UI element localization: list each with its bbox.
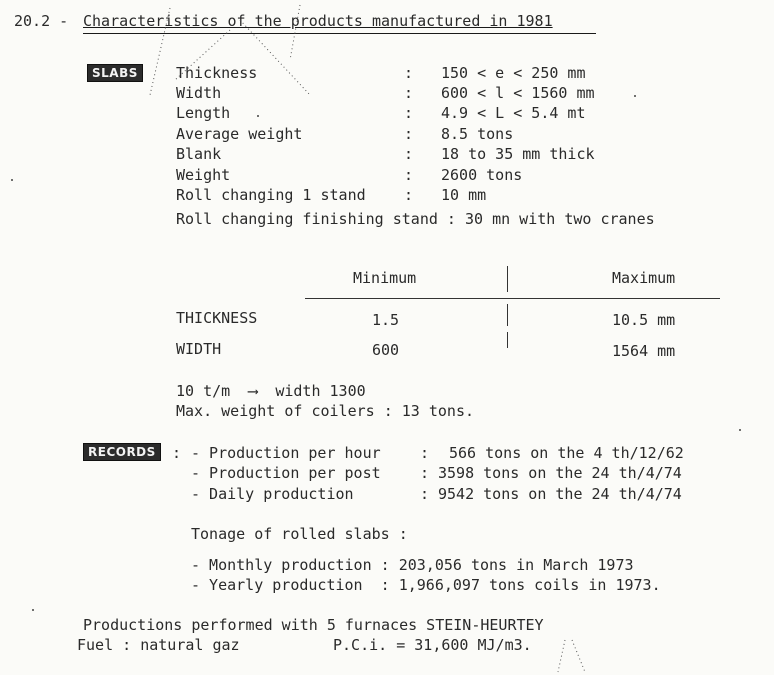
- slab-name: Width: [176, 84, 222, 102]
- slab-value: 10 mm: [441, 186, 487, 204]
- slab-value: 2600 tons: [441, 166, 523, 184]
- slab-value: 18 to 35 mm thick: [441, 145, 595, 163]
- slab-value: 4.9 < L < 5.4 mt: [441, 104, 586, 122]
- record-separator: :: [420, 444, 430, 462]
- section-number: 20.2 -: [14, 12, 69, 30]
- pci-line: P.C.i. = 31,600 MJ/m3.: [333, 636, 532, 654]
- record-separator: :: [420, 464, 430, 482]
- table-column-rule: [507, 266, 508, 292]
- table-row-name: WIDTH: [176, 340, 222, 358]
- coiler-note-width: 10 t/m ⟶ width 1300: [176, 382, 366, 400]
- tonnage-title: Tonage of rolled slabs :: [191, 525, 408, 543]
- slab-separator: :: [404, 186, 414, 204]
- furnaces-line: Productions performed with 5 furnaces STEIN-HEURTEY: [83, 616, 544, 634]
- slab-value: 8.5 tons: [441, 125, 514, 143]
- slab-name: Weight: [176, 166, 231, 184]
- slab-separator: :: [404, 145, 414, 163]
- table-cell-min: 600: [372, 341, 400, 359]
- record-name: - Production per post: [191, 464, 381, 482]
- record-name: - Daily production: [191, 485, 354, 503]
- tonnage-yearly: - Yearly production : 1,966,097 tons coils in 1973.: [191, 576, 661, 594]
- records-colon: :: [172, 444, 182, 462]
- slabs-label: SLABS: [87, 64, 143, 82]
- slab-name: Roll changing 1 stand: [176, 186, 366, 204]
- fuel-line: Fuel : natural gaz: [77, 636, 240, 654]
- table-cell-min: 1.5: [372, 311, 400, 329]
- title-underline: [83, 33, 596, 34]
- record-name: - Production per hour: [191, 444, 381, 462]
- slab-separator: :: [404, 84, 414, 102]
- slab-name: Blank: [176, 145, 222, 163]
- coiler-note-weight: Max. weight of coilers : 13 tons.: [176, 402, 475, 420]
- record-separator: :: [420, 485, 430, 503]
- slab-name: Average weight: [176, 125, 303, 143]
- tonnage-monthly: - Monthly production : 203,056 tons in March 1973: [191, 556, 634, 574]
- table-column-rule: [507, 304, 508, 326]
- table-header-rule: [305, 298, 720, 299]
- slab-value: 600 < l < 1560 mm: [441, 84, 595, 102]
- slab-name: Length: [176, 104, 231, 122]
- slab-name: Thickness: [176, 64, 258, 82]
- table-header-min: Minimum: [353, 269, 417, 287]
- record-value: 9542 tons on the 24 th/4/74: [438, 485, 682, 503]
- slab-separator: :: [404, 166, 414, 184]
- slab-separator: :: [404, 104, 414, 122]
- record-value: 566 tons on the 4 th/12/62: [449, 444, 684, 462]
- table-header-max: Maximum: [612, 269, 676, 287]
- record-value: 3598 tons on the 24 th/4/74: [438, 464, 682, 482]
- table-column-rule: [507, 332, 508, 348]
- table-cell-max: 1564 mm: [612, 342, 676, 360]
- slab-value: 150 < e < 250 mm: [441, 64, 586, 82]
- records-label: RECORDS: [83, 443, 161, 461]
- slab-separator: :: [404, 125, 414, 143]
- section-title: Characteristics of the products manufactured in 1981: [83, 12, 553, 30]
- slab-separator: :: [404, 64, 414, 82]
- table-cell-max: 10.5 mm: [612, 311, 676, 329]
- roll-changing-finishing: Roll changing finishing stand : 30 mn with two cranes: [176, 210, 655, 228]
- table-row-name: THICKNESS: [176, 309, 258, 327]
